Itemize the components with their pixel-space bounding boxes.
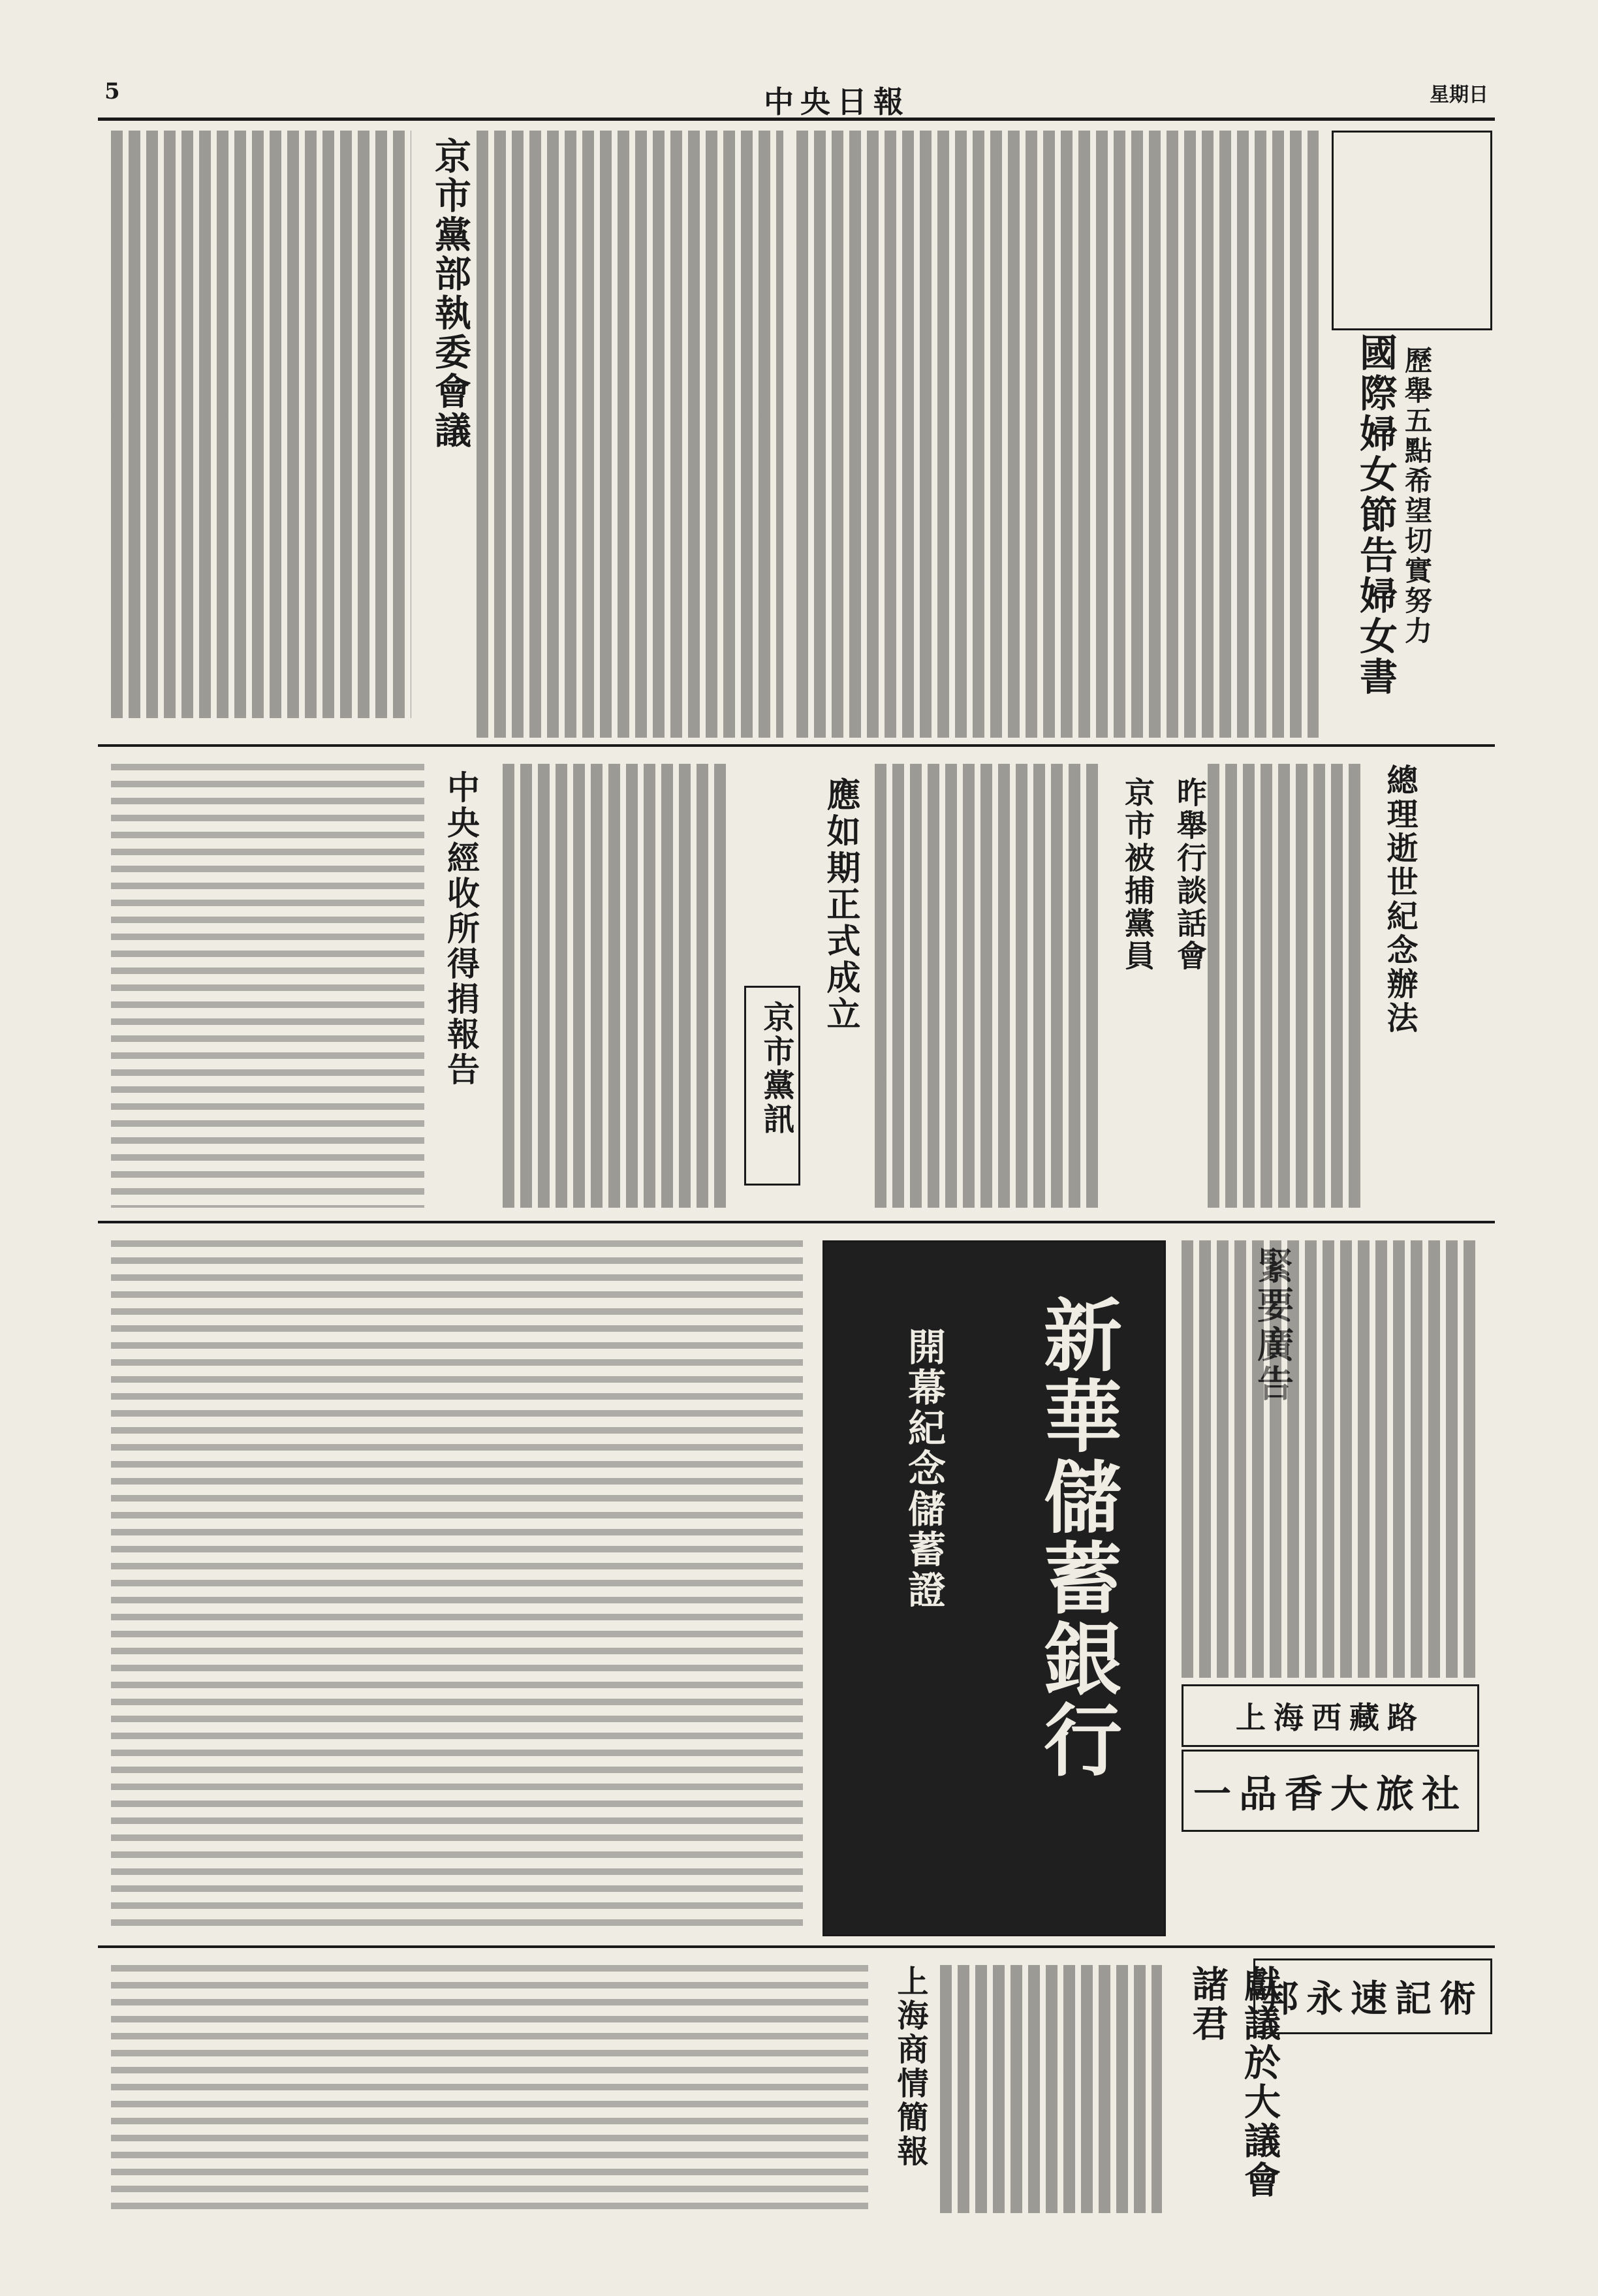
donations-headline: 中央經收所得捐報告: [442, 770, 480, 1088]
civic-groups-headline: 應如期正式成立: [821, 777, 860, 1033]
bank-ad-subtitle: 開幕紀念儲蓄證: [901, 1327, 946, 1611]
market-prices-table: [111, 1240, 803, 1932]
cpd-letter-body: [796, 131, 1319, 738]
middle-news-body: [875, 764, 1103, 1208]
newspaper-page: [98, 72, 1495, 2226]
weekday: 星期日: [1430, 84, 1488, 106]
memorial-headline: 總理逝世紀念辦法: [1381, 764, 1418, 1035]
section-rule: [98, 1945, 1495, 1948]
bank-ad-title: 新華儲蓄銀行: [1031, 1295, 1123, 1780]
section-rule: [98, 744, 1495, 747]
paper-name: 中央日報: [764, 84, 910, 119]
feature-emblem: [1332, 131, 1492, 330]
arrests-headline: 京市被捕黨員: [1120, 777, 1155, 973]
party-news-body: [503, 764, 731, 1208]
exchange-rates-table: [111, 1965, 868, 2213]
offer-body: [940, 1965, 1162, 2213]
donations-table: [111, 764, 424, 1208]
cpd-letter-subtitle: 歷舉五點希望切實努力: [1401, 346, 1433, 646]
notice-headline: 緊要廣告: [1251, 1247, 1294, 1404]
municipal-party-headline: 京市黨部執委會議: [429, 137, 472, 450]
offer-headline: 獻議於大議會諸君: [1186, 1965, 1281, 2200]
party-news-box: [744, 986, 800, 1186]
clock-ad-headline: 邦永速記術: [1253, 1958, 1492, 2034]
masthead: [98, 72, 1495, 121]
section-rule: [98, 1221, 1495, 1223]
travel-ad-top: 上海西藏路: [1182, 1684, 1479, 1747]
cpd-letter-body-continued: [477, 131, 783, 738]
memorial-body: [1208, 764, 1364, 1208]
notices-body: [1182, 1240, 1475, 1678]
bank-advertisement: [822, 1240, 1166, 1936]
party-news-headline: 京市黨訊: [758, 1001, 794, 1137]
cpd-letter-title: 國際婦女節告婦女書: [1353, 333, 1398, 697]
page-number: 5: [104, 78, 120, 104]
municipal-party-body: [111, 131, 411, 718]
travel-ad-name: 一品香大旅社: [1182, 1750, 1479, 1832]
talk-meeting-headline: 昨舉行談話會: [1172, 777, 1208, 973]
market-headline: 上海商情簡報: [892, 1965, 928, 2169]
